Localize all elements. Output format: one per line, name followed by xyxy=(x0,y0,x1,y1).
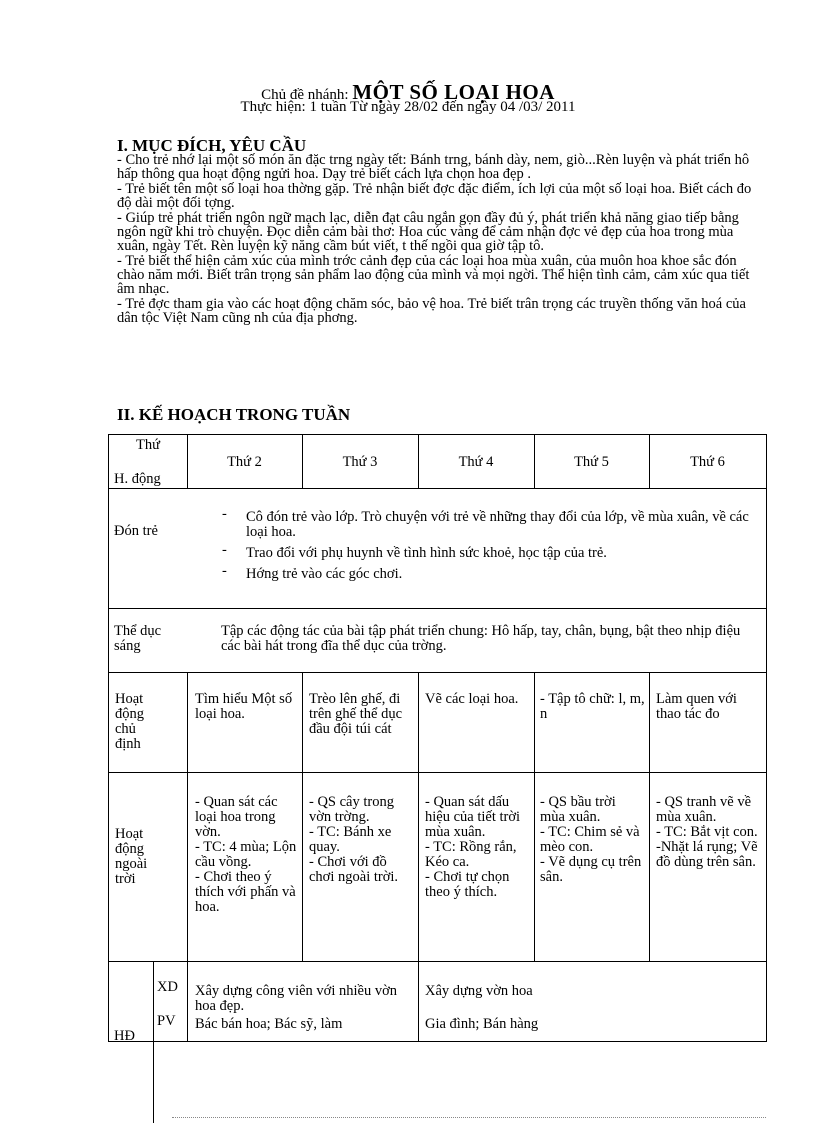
welcome-item: - Trao đổi với phụ huynh về tình hình sức khoẻ, học tập của trẻ. xyxy=(222,546,757,561)
table-rule xyxy=(108,434,766,435)
outdoor-cell: - Quan sát các loại hoa trong vờn. - TC: 4 mùa; Lộn cầu vồng. - Chơi theo ý thích với phấn và hoa. xyxy=(195,794,297,915)
corner-xd-left: Xây dựng công viên với nhiều vờn hoa đẹp. xyxy=(195,983,397,1014)
table-rule xyxy=(418,672,419,962)
topic-prefix: Chủ đề nhánh: xyxy=(261,87,349,103)
welcome-item: - Hớng trẻ vào các góc chơi. xyxy=(222,567,757,582)
section1-paragraph: - Cho trẻ nhớ lại một số món ăn đặc trng ngày tết: Bánh trng, bánh dày, nem, giò...Rèn luyện và phát triển hô hấp thông qua hoạt động ngửi hoa. Dạy trẻ biết cách lựa chọn hoa đẹp . xyxy=(117,152,750,182)
topic-title: MỘT SỐ LOẠI HOA xyxy=(352,80,555,104)
row-label-outdoor: Hoạt động ngoài trời xyxy=(115,826,148,887)
welcome-list xyxy=(222,510,757,588)
outdoor-cell: - QS bầu trời mùa xuân. - TC: Chim sẻ và mèo con. - Vẽ dụng cụ trên sân. xyxy=(540,794,642,885)
duration-line: Thực hiện: 1 tuần Từ ngày 28/02 đến ngày 04 /03/ 2011 xyxy=(240,99,576,115)
table-rule xyxy=(187,961,188,1041)
table-rule xyxy=(108,672,766,673)
corner-pv-right: Gia đình; Bán hàng xyxy=(425,1016,539,1032)
corner-pv-left: Bác bán hoa; Bác sỹ, làm xyxy=(195,1016,343,1032)
main-activity-cell: Trèo lên ghế, đi trên ghế thể dục đầu đội túi cát xyxy=(309,691,403,737)
corner-pv-label: PV xyxy=(157,1013,176,1029)
table-rule xyxy=(534,672,535,962)
table-rule xyxy=(108,772,766,773)
table-rule xyxy=(302,672,303,962)
welcome-item: - Cô đón trẻ vào lớp. Trò chuyện với trẻ về những thay đổi của lớp, về mùa xuân, về các loại hoa. xyxy=(222,510,757,540)
table-rule xyxy=(187,672,188,962)
main-activity-cell: Tìm hiểu Một số loại hoa. xyxy=(195,691,293,722)
outdoor-cell: - Quan sát dấu hiệu của tiết trời mùa xuân. - TC: Rồng rắn, Kéo ca. - Chơi tự chọn theo ý thích. xyxy=(425,794,521,900)
day-header: Thứ 6 xyxy=(690,454,725,470)
section1-paragraph: - Trẻ biết thể hiện cảm xúc của mình trớc cảnh đẹp của các loại hoa mùa xuân, của muôn hoa khoe sắc đón chào năm mới. Biết trân trọng sản phẩm lao động của mình và mọi ngời. Thể hiện tình cảm, cảm xúc qua tiết âm nhạc. xyxy=(117,253,750,297)
section2-heading: II. KẾ HOẠCH TRONG TUẦN xyxy=(117,405,351,424)
section1-paragraph: - Trẻ biết tên một số loại hoa thờng gặp. Trẻ nhận biết đợc đặc điểm, ích lợi của một số loại hoa. Biết cách đo độ dài một đối tợng. xyxy=(117,181,752,211)
row-label-corner: HĐ xyxy=(114,1028,135,1044)
day-header: Thứ 2 xyxy=(227,454,262,470)
row-label-welcome: Đón trẻ xyxy=(114,523,158,539)
outdoor-cell: - QS cây trong vờn trờng. - TC: Bánh xe quay. - Chơi với đồ chơi ngoài trời. xyxy=(309,794,399,885)
exercise-text: Tập các động tác của bài tập phát triển chung: Hô hấp, tay, chân, bụng, bật theo nhịp điệu các bài hát trong đĩa thể dục của trờng. xyxy=(221,623,741,654)
corner-day-label: Thứ xyxy=(136,437,160,453)
main-activity-cell: - Tập tô chữ: l, m, n xyxy=(540,691,645,722)
table-rule xyxy=(108,961,766,962)
table-rule xyxy=(649,672,650,962)
main-activity-cell: Vẽ các loại hoa. xyxy=(425,691,519,707)
row-label-main-activity: Hoạt động chủ định xyxy=(115,691,144,752)
table-rule xyxy=(153,961,154,1123)
section1-heading: I. MỤC ĐÍCH, YÊU CẦU xyxy=(117,136,307,155)
table-rule xyxy=(108,1041,766,1042)
table-rule xyxy=(766,434,767,1042)
corner-xd-right: Xây dựng vờn hoa xyxy=(425,983,533,999)
outdoor-cell: - QS tranh vẽ về mùa xuân. - TC: Bắt vịt con. -Nhặt lá rụng; Vẽ đồ dùng trên sân. xyxy=(656,794,758,870)
section1-paragraph: - Giúp trẻ phát triển ngôn ngữ mạch lạc, diễn đạt câu ngắn gọn đầy đủ ý, phát triển khả năng giao tiếp bằng ngôn ngữ khi trò chuyện. Đọc diễn cảm bài thơ: Hoa cúc vàng để cảm nhận đợc vẻ đẹp của hoa trong mùa xuân, ngày Tết. Rèn luyện kỹ năng cầm bút viết, t thế ngồi qua giờ tập tô. xyxy=(117,210,739,254)
section1-paragraph: - Trẻ đợc tham gia vào các hoạt động chăm sóc, bảo vệ hoa. Trẻ biết trân trọng các truyền thống văn hoá của dân tộc Việt Nam cũng nh của địa phơng. xyxy=(117,296,746,326)
table-rule xyxy=(108,488,766,489)
day-header: Thứ 5 xyxy=(574,454,609,470)
row-label-exercise: Thể dục sáng xyxy=(114,623,162,654)
table-rule xyxy=(108,434,109,1042)
dotted-rule xyxy=(172,1117,766,1118)
day-header: Thứ 4 xyxy=(458,454,494,470)
corner-activity-label: H. động xyxy=(114,471,161,487)
main-activity-cell: Làm quen với thao tác đo xyxy=(656,691,737,722)
day-header: Thứ 3 xyxy=(342,454,378,470)
corner-xd-label: XD xyxy=(157,979,178,995)
table-rule xyxy=(108,608,766,609)
table-rule xyxy=(418,961,419,1041)
